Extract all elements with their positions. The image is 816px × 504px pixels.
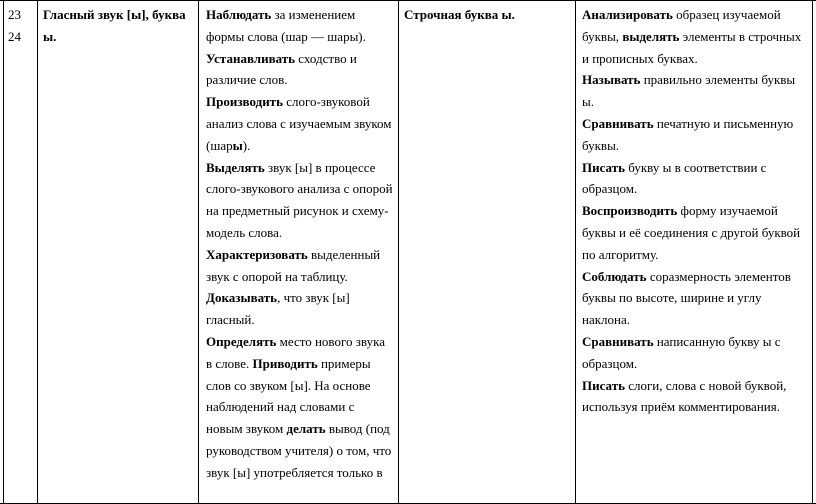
item-text: образец изучаемой буквы, (582, 7, 781, 44)
action-verb: Называть (582, 72, 641, 88)
action-verb: выделять (622, 28, 680, 44)
skill-item (582, 266, 808, 331)
activities-cell (206, 4, 394, 484)
action-verb: Устанавливать (206, 50, 296, 66)
skill-item (582, 69, 808, 113)
activity-item (206, 4, 394, 48)
lesson-number: 24 (8, 28, 21, 44)
skill-item (582, 157, 808, 201)
column-border (575, 0, 576, 504)
activity-item (206, 91, 394, 156)
action-verb: Писать (582, 377, 625, 393)
action-verb: Производить (206, 94, 283, 110)
action-verb: Сравнивать (582, 115, 654, 131)
action-verb: Воспроизводить (582, 203, 678, 219)
item-text: звук [ы] в процессе слого-звукового анализа с опорой на предметный рисунок и схему-модель слова. (206, 159, 393, 240)
item-text: сходство и различие слов. (206, 50, 357, 88)
action-verb: ы (232, 137, 243, 153)
activity-item (206, 287, 394, 331)
content-cell (404, 4, 572, 26)
skill-item (582, 331, 808, 375)
skill-item (582, 113, 808, 157)
action-verb: Доказывать (206, 290, 278, 306)
lesson-number-cell (8, 4, 34, 48)
item-text: примеры слов со звуком [ы]. На основе наблюдений над словами с новым звуком (206, 355, 371, 437)
item-text: ). (242, 137, 251, 153)
item-text: соразмерность элементов буквы по высоте, ширине и углу наклона. (582, 268, 791, 328)
action-verb: Соблюдать (582, 268, 647, 284)
skill-item (582, 375, 808, 419)
item-text: , что звук [ы] гласный. (206, 290, 350, 328)
item-text: элементы в строчных и прописных буквах. (582, 28, 802, 66)
topic-cell (43, 4, 193, 48)
item-text: форму изучаемой буквы и её соединения с другой буквой по алгоритму. (582, 203, 801, 262)
item-text: за изменением формы слова (шар — шары). (206, 7, 366, 44)
item-text: слоги, слова с новой буквой, используя приём комментирования. (582, 377, 787, 415)
item-text: написанную букву ы с образцом. (582, 333, 781, 371)
item-text: место нового звука в слове. (206, 333, 385, 371)
activity-item (206, 331, 394, 484)
action-verb: Сравнивать (582, 333, 654, 349)
item-text: выделенный звук с опорой на таблицу. (206, 246, 381, 284)
column-border (37, 0, 38, 504)
action-verb: Писать (582, 159, 625, 175)
item-text: вывод (под руководством учителя) о том, что звук [ы] употребляется только в (206, 421, 392, 480)
action-verb: Определять (206, 333, 277, 349)
table-top-border (0, 0, 816, 1)
column-border (812, 0, 813, 504)
skills-cell (582, 4, 808, 418)
content-text: Строчная буква ы. (404, 7, 515, 22)
item-text: печатную и письменную буквы. (582, 115, 794, 153)
column-border (198, 0, 199, 504)
column-border (398, 0, 399, 504)
item-text: букву ы в соответствии с образцом. (582, 159, 767, 197)
activity-item (206, 244, 394, 288)
item-text: правильно элементы буквы ы. (582, 72, 796, 110)
action-verb: Характеризовать (206, 246, 308, 262)
topic-text: Гласный звук [ы], буква ы. (43, 7, 186, 44)
action-verb: Анализировать (582, 7, 673, 22)
skill-item (582, 200, 808, 265)
action-verb: Наблюдать (206, 7, 272, 22)
activity-item (206, 48, 394, 92)
column-border (3, 0, 4, 504)
action-verb: Выделять (206, 159, 265, 175)
action-verb: делать (286, 421, 326, 437)
action-verb: Приводить (252, 355, 318, 371)
item-text: слого-звуковой анализ слова с изучаемым звуком (шар (206, 94, 392, 153)
lesson-number: 23 (8, 7, 21, 22)
skill-item (582, 4, 808, 69)
activity-item (206, 157, 394, 244)
